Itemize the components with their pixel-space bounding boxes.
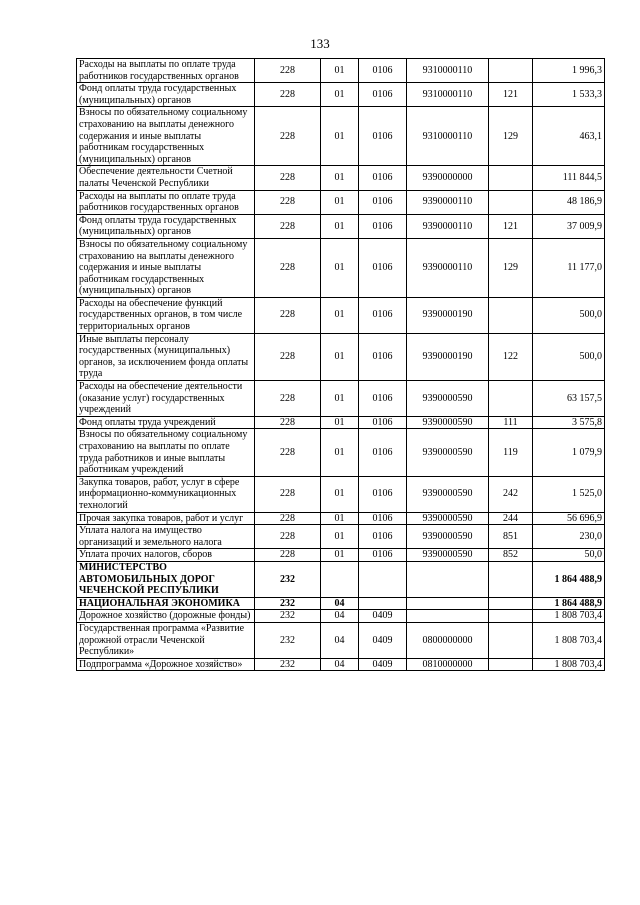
section-code-cell: 01 — [321, 333, 359, 380]
row-name-cell: Дорожное хозяйство (дорожные фонды) — [77, 610, 255, 623]
expense-type-cell — [489, 297, 533, 333]
section-code-cell: 04 — [321, 597, 359, 610]
subsection-code-cell — [359, 597, 407, 610]
target-article-cell: 9390000590 — [407, 476, 489, 512]
ministry-code-cell: 228 — [255, 525, 321, 549]
subsection-code-cell: 0106 — [359, 190, 407, 214]
target-article-cell: 9390000110 — [407, 214, 489, 238]
section-code-cell: 01 — [321, 476, 359, 512]
amount-cell: 1 864 488,9 — [533, 561, 605, 597]
amount-cell: 56 696,9 — [533, 512, 605, 525]
row-name-cell: Расходы на выплаты по оплате труда работников государственных органов — [77, 59, 255, 83]
amount-cell: 3 575,8 — [533, 416, 605, 429]
row-name-cell: Взносы по обязательному социальному страхованию на выплаты по оплате труда работников и иные выплаты работникам учреждений — [77, 429, 255, 476]
amount-cell: 1 533,3 — [533, 83, 605, 107]
subsection-code-cell: 0106 — [359, 166, 407, 190]
expense-type-cell — [489, 658, 533, 671]
amount-cell: 50,0 — [533, 549, 605, 562]
ministry-code-cell: 232 — [255, 622, 321, 658]
row-name-cell: Фонд оплаты труда учреждений — [77, 416, 255, 429]
row-name-cell: Расходы на обеспечение деятельности (оказание услуг) государственных учреждений — [77, 381, 255, 417]
section-code-cell — [321, 561, 359, 597]
table-row — [77, 610, 605, 623]
table-row — [77, 83, 605, 107]
target-article-cell: 9390000590 — [407, 381, 489, 417]
subsection-code-cell: 0106 — [359, 333, 407, 380]
table-row — [77, 59, 605, 83]
table-row — [77, 333, 605, 380]
section-code-cell: 01 — [321, 429, 359, 476]
expense-type-cell — [489, 190, 533, 214]
expense-type-cell — [489, 597, 533, 610]
target-article-cell — [407, 597, 489, 610]
target-article-cell: 9310000110 — [407, 107, 489, 166]
target-article-cell: 9390000590 — [407, 429, 489, 476]
row-name-cell: Прочая закупка товаров, работ и услуг — [77, 512, 255, 525]
target-article-cell: 9390000590 — [407, 549, 489, 562]
expense-type-cell: 111 — [489, 416, 533, 429]
amount-cell: 1 079,9 — [533, 429, 605, 476]
amount-cell: 111 844,5 — [533, 166, 605, 190]
amount-cell: 1 525,0 — [533, 476, 605, 512]
row-name-cell: Иные выплаты персоналу государственных (муниципальных) органов, за исключением фонда оплаты труда — [77, 333, 255, 380]
subsection-code-cell: 0106 — [359, 214, 407, 238]
subsection-code-cell: 0409 — [359, 622, 407, 658]
table-row — [77, 214, 605, 238]
ministry-code-cell: 228 — [255, 416, 321, 429]
subsection-code-cell: 0106 — [359, 107, 407, 166]
subsection-code-cell — [359, 561, 407, 597]
section-code-cell: 01 — [321, 381, 359, 417]
section-code-cell: 01 — [321, 166, 359, 190]
row-name-cell: НАЦИОНАЛЬНАЯ ЭКОНОМИКА — [77, 597, 255, 610]
expense-type-cell: 244 — [489, 512, 533, 525]
target-article-cell: 9310000110 — [407, 83, 489, 107]
table-row — [77, 190, 605, 214]
amount-cell: 1 808 703,4 — [533, 622, 605, 658]
ministry-code-cell: 228 — [255, 190, 321, 214]
table-row — [77, 238, 605, 297]
table-row — [77, 549, 605, 562]
page-number: 133 — [310, 36, 330, 51]
ministry-code-cell: 228 — [255, 333, 321, 380]
amount-cell: 500,0 — [533, 297, 605, 333]
table-row — [77, 297, 605, 333]
ministry-code-cell: 228 — [255, 59, 321, 83]
expense-type-cell: 122 — [489, 333, 533, 380]
target-article-cell: 0810000000 — [407, 658, 489, 671]
table-row — [77, 381, 605, 417]
expense-type-cell: 852 — [489, 549, 533, 562]
ministry-code-cell: 232 — [255, 561, 321, 597]
expense-type-cell — [489, 561, 533, 597]
budget-table — [76, 58, 605, 671]
section-code-cell: 01 — [321, 549, 359, 562]
table-row — [77, 416, 605, 429]
section-code-cell: 04 — [321, 658, 359, 671]
amount-cell: 463,1 — [533, 107, 605, 166]
amount-cell: 500,0 — [533, 333, 605, 380]
table-row — [77, 512, 605, 525]
table-row — [77, 429, 605, 476]
target-article-cell: 9390000110 — [407, 190, 489, 214]
section-code-cell: 01 — [321, 297, 359, 333]
amount-cell: 1 808 703,4 — [533, 610, 605, 623]
ministry-code-cell: 228 — [255, 512, 321, 525]
subsection-code-cell: 0106 — [359, 83, 407, 107]
amount-cell: 37 009,9 — [533, 214, 605, 238]
section-code-cell: 01 — [321, 525, 359, 549]
expense-type-cell: 851 — [489, 525, 533, 549]
ministry-code-cell: 228 — [255, 214, 321, 238]
subsection-code-cell: 0409 — [359, 658, 407, 671]
expense-type-cell: 129 — [489, 238, 533, 297]
subsection-code-cell: 0106 — [359, 297, 407, 333]
ministry-code-cell: 232 — [255, 658, 321, 671]
ministry-code-cell: 232 — [255, 597, 321, 610]
table-row — [77, 658, 605, 671]
section-code-cell: 01 — [321, 190, 359, 214]
section-code-cell: 01 — [321, 59, 359, 83]
expense-type-cell — [489, 59, 533, 83]
amount-cell: 1 808 703,4 — [533, 658, 605, 671]
row-name-cell: Расходы на выплаты по оплате труда работников государственных органов — [77, 190, 255, 214]
section-code-cell: 01 — [321, 512, 359, 525]
subsection-code-cell: 0106 — [359, 416, 407, 429]
row-name-cell: Фонд оплаты труда государственных (муниципальных) органов — [77, 83, 255, 107]
table-row — [77, 476, 605, 512]
section-code-cell: 04 — [321, 610, 359, 623]
target-article-cell — [407, 610, 489, 623]
row-name-cell: Фонд оплаты труда государственных (муниципальных) органов — [77, 214, 255, 238]
section-code-cell: 01 — [321, 416, 359, 429]
expense-type-cell — [489, 622, 533, 658]
ministry-code-cell: 228 — [255, 83, 321, 107]
amount-cell: 11 177,0 — [533, 238, 605, 297]
section-code-cell: 01 — [321, 107, 359, 166]
section-code-cell: 01 — [321, 214, 359, 238]
expense-type-cell: 121 — [489, 83, 533, 107]
ministry-code-cell: 232 — [255, 610, 321, 623]
subsection-code-cell: 0106 — [359, 381, 407, 417]
expense-type-cell — [489, 381, 533, 417]
expense-type-cell: 119 — [489, 429, 533, 476]
row-name-cell: Закупка товаров, работ, услуг в сфере информационно-коммуникационных технологий — [77, 476, 255, 512]
target-article-cell: 9310000110 — [407, 59, 489, 83]
subsection-code-cell: 0106 — [359, 512, 407, 525]
target-article-cell: 0800000000 — [407, 622, 489, 658]
ministry-code-cell: 228 — [255, 297, 321, 333]
row-name-cell: Уплата прочих налогов, сборов — [77, 549, 255, 562]
amount-cell: 1 996,3 — [533, 59, 605, 83]
row-name-cell: Государственная программа «Развитие дорожной отрасли Чеченской Республики» — [77, 622, 255, 658]
subsection-code-cell: 0106 — [359, 429, 407, 476]
expense-type-cell: 129 — [489, 107, 533, 166]
row-name-cell: Взносы по обязательному социальному страхованию на выплаты денежного содержания и иные выплаты работникам государственных (муниципальных) органов — [77, 238, 255, 297]
table-row — [77, 597, 605, 610]
amount-cell: 1 864 488,9 — [533, 597, 605, 610]
target-article-cell: 9390000190 — [407, 333, 489, 380]
ministry-code-cell: 228 — [255, 381, 321, 417]
expense-type-cell — [489, 610, 533, 623]
ministry-code-cell: 228 — [255, 238, 321, 297]
target-article-cell: 9390000000 — [407, 166, 489, 190]
table-row — [77, 166, 605, 190]
row-name-cell: Взносы по обязательному социальному страхованию на выплаты денежного содержания и иные выплаты работникам государственных (муниципальных) органов — [77, 107, 255, 166]
ministry-code-cell: 228 — [255, 429, 321, 476]
table-row — [77, 525, 605, 549]
target-article-cell: 9390000590 — [407, 416, 489, 429]
ministry-code-cell: 228 — [255, 476, 321, 512]
table-row — [77, 107, 605, 166]
ministry-code-cell: 228 — [255, 166, 321, 190]
subsection-code-cell: 0106 — [359, 476, 407, 512]
subsection-code-cell: 0106 — [359, 549, 407, 562]
amount-cell: 230,0 — [533, 525, 605, 549]
target-article-cell: 9390000110 — [407, 238, 489, 297]
subsection-code-cell: 0106 — [359, 238, 407, 297]
expense-type-cell: 242 — [489, 476, 533, 512]
row-name-cell: МИНИСТЕРСТВО АВТОМОБИЛЬНЫХ ДОРОГ ЧЕЧЕНСКОЙ РЕСПУБЛИКИ — [77, 561, 255, 597]
row-name-cell: Подпрограмма «Дорожное хозяйство» — [77, 658, 255, 671]
section-code-cell: 01 — [321, 238, 359, 297]
subsection-code-cell: 0106 — [359, 525, 407, 549]
ministry-code-cell: 228 — [255, 107, 321, 166]
row-name-cell: Расходы на обеспечение функций государственных органов, в том числе территориальных органов — [77, 297, 255, 333]
expense-type-cell: 121 — [489, 214, 533, 238]
section-code-cell: 04 — [321, 622, 359, 658]
expense-type-cell — [489, 166, 533, 190]
amount-cell: 63 157,5 — [533, 381, 605, 417]
subsection-code-cell: 0106 — [359, 59, 407, 83]
target-article-cell: 9390000590 — [407, 525, 489, 549]
budget-table-body — [77, 59, 605, 671]
target-article-cell: 9390000590 — [407, 512, 489, 525]
row-name-cell: Уплата налога на имущество организаций и земельного налога — [77, 525, 255, 549]
subsection-code-cell: 0409 — [359, 610, 407, 623]
amount-cell: 48 186,9 — [533, 190, 605, 214]
target-article-cell — [407, 561, 489, 597]
row-name-cell: Обеспечение деятельности Счетной палаты Чеченской Республики — [77, 166, 255, 190]
ministry-code-cell: 228 — [255, 549, 321, 562]
section-code-cell: 01 — [321, 83, 359, 107]
table-row — [77, 561, 605, 597]
target-article-cell: 9390000190 — [407, 297, 489, 333]
table-row — [77, 622, 605, 658]
